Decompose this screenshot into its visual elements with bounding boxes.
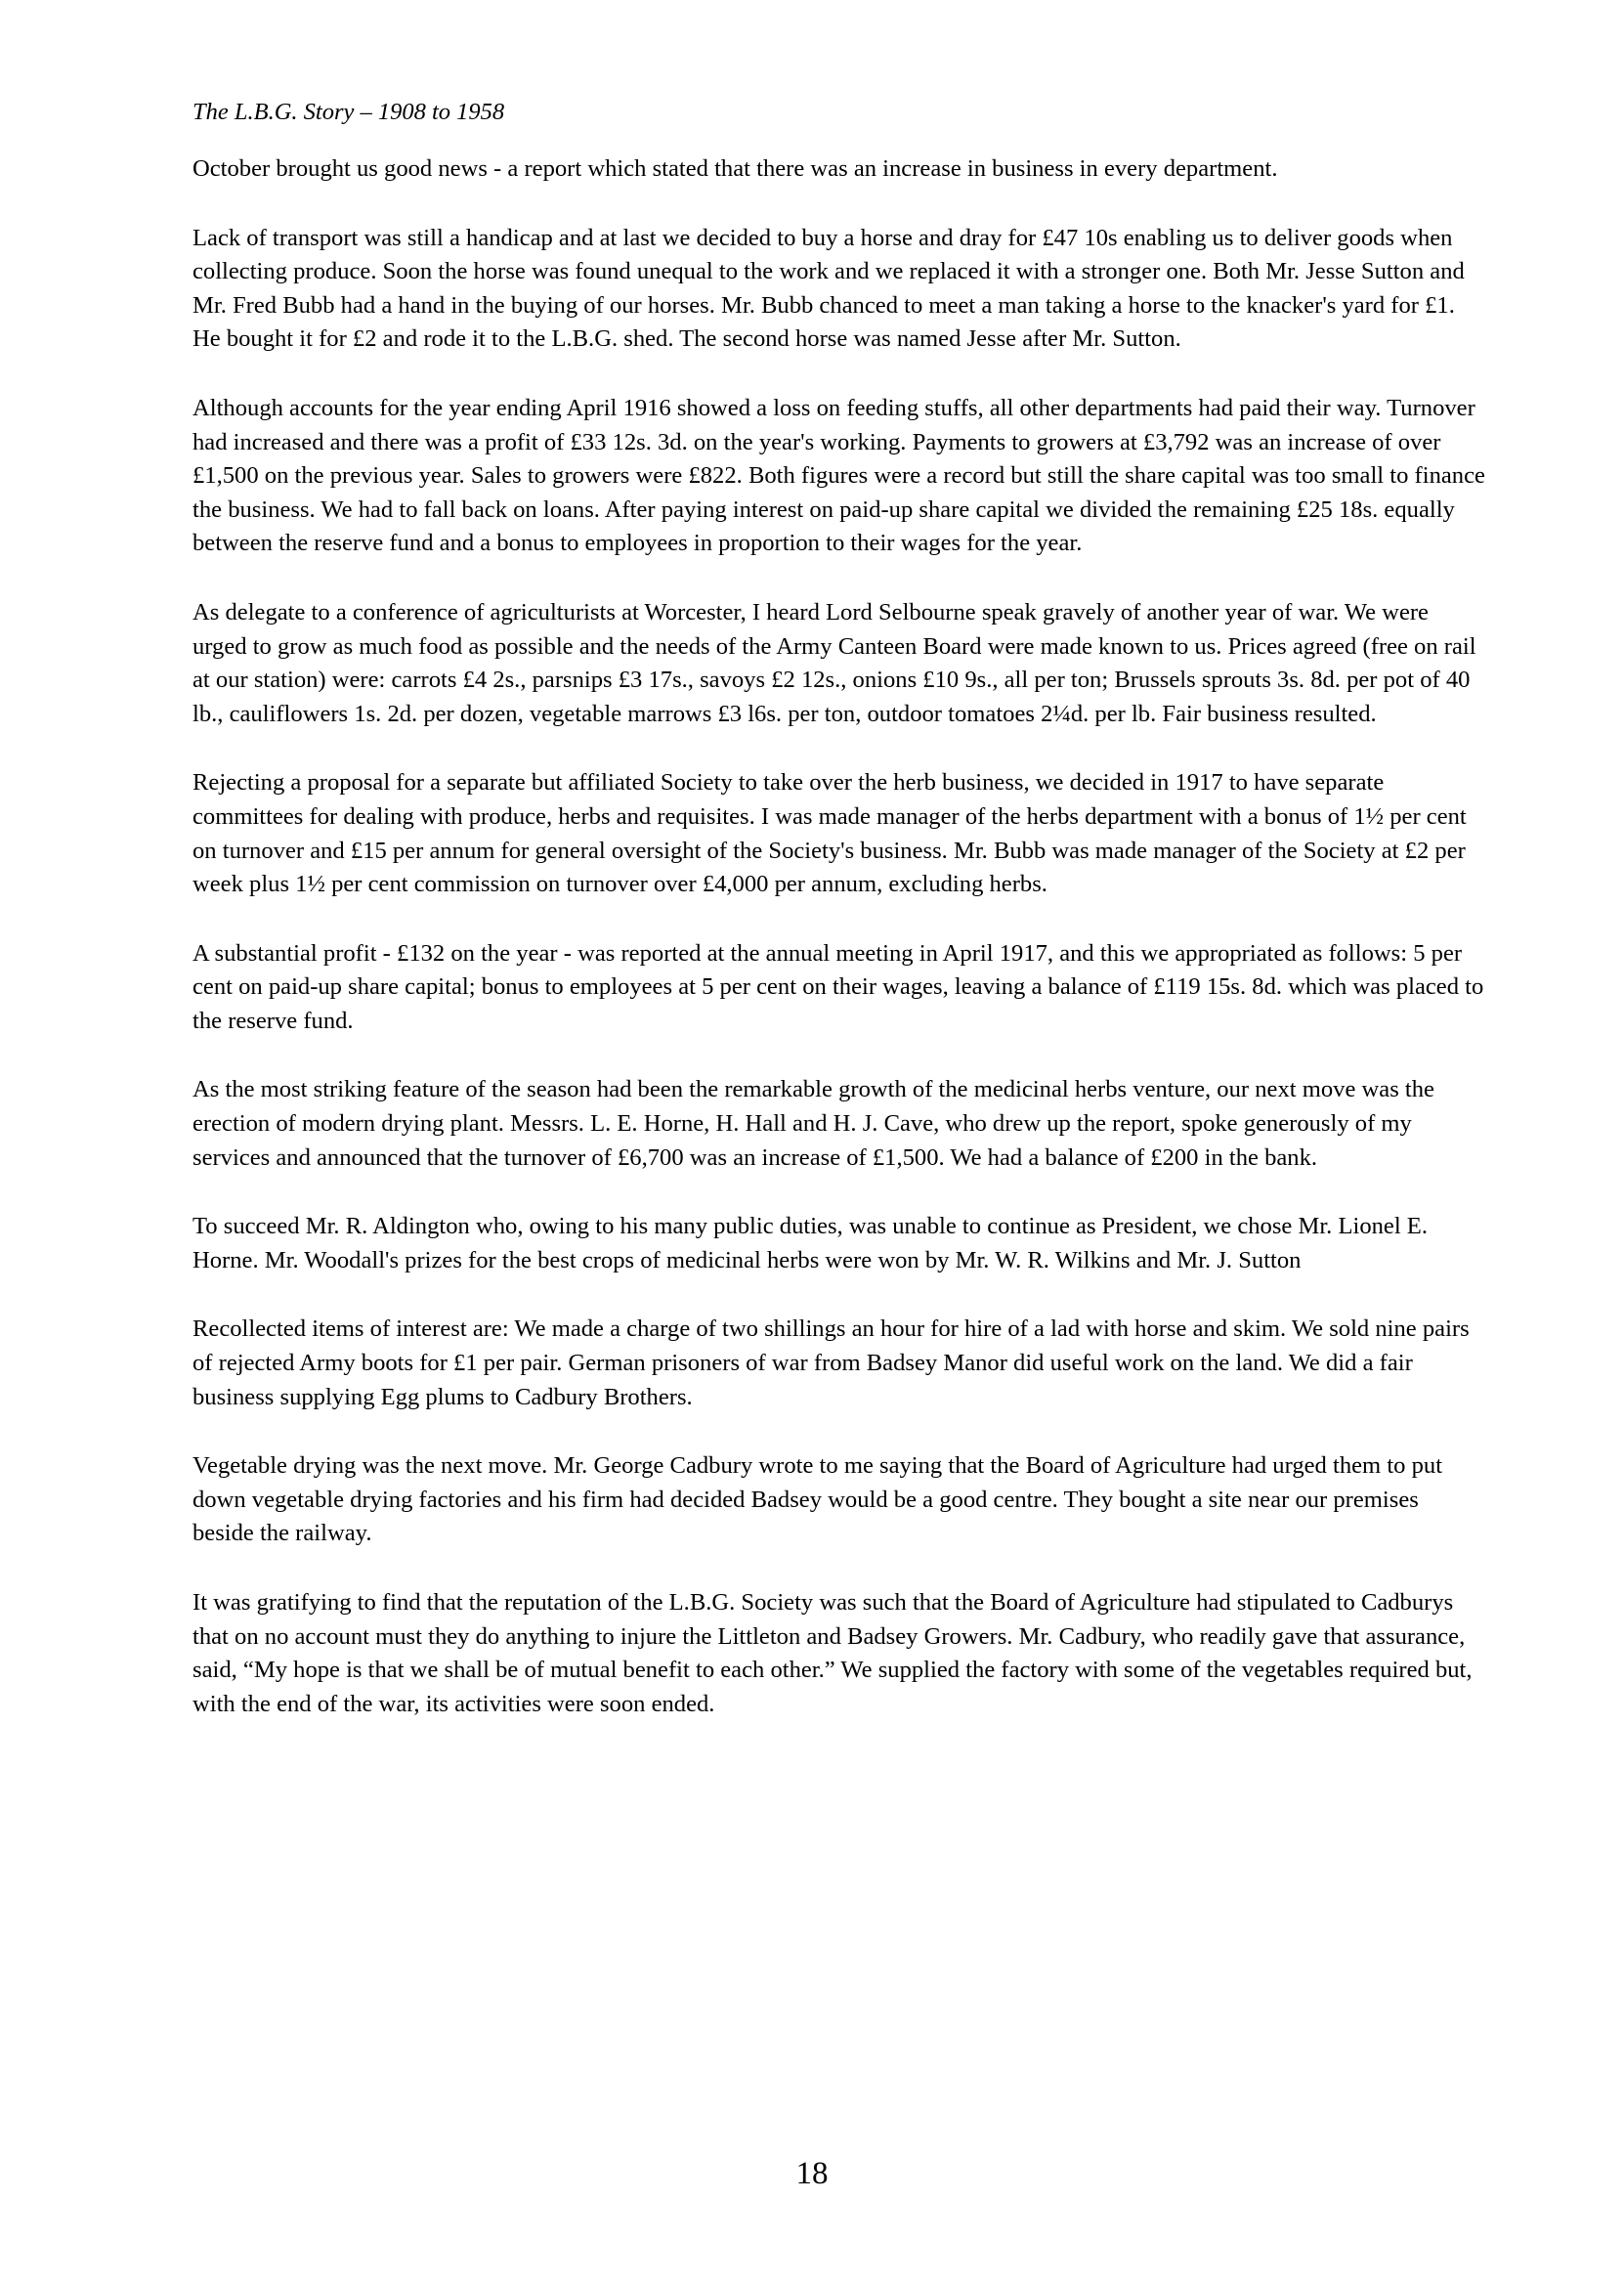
page-number: 18 bbox=[795, 2156, 829, 2191]
paragraph: A substantial profit - £132 on the year - was reported at the annual meeting in April 1917, and this we appropriated as follows: 5 per cent on paid-up share capital; bonus to employees at 5 per cent on their wages, leaving a balance of £119 15s. 8d. which was placed to the reserve fund. bbox=[192, 939, 1484, 1034]
paragraph: It was gratifying to find that the reputation of the L.B.G. Society was such that the Board of Agriculture had stipulated to Cadburys that on no account must they do anything to injure the Littleton and Badsey Growers. Mr. Cadbury, who readily gave that assurance, said, “My hope is that we shall be of mutual benefit to each other.” We supplied the factory with some of the vegetables required but, with the end of the war, its activities were soon ended. bbox=[192, 1589, 1473, 1717]
running-header: The L.B.G. Story – 1908 to 1958 bbox=[192, 99, 505, 125]
paragraph: Rejecting a proposal for a separate but affiliated Society to take over the herb business, we decided in 1917 to have separate committees for dealing with produce, herbs and requisites. I was made manager of the herbs department with a bonus of 1½ per cent on turnover and £15 per annum for general oversight of the Society's business. Mr. Bubb was made manager of the Society at £2 per week plus 1½ per cent commission on turnover over £4,000 per annum, excluding herbs. bbox=[192, 769, 1467, 898]
paragraph: To succeed Mr. R. Aldington who, owing to his many public duties, was unable to continue as President, we chose Mr. Lionel E. Horne. Mr. Woodall's prizes for the best crops of medicinal herbs were won by Mr. W. R. Wilkins and Mr. J. Sutton bbox=[192, 1213, 1428, 1273]
paragraph: Lack of transport was still a handicap and at last we decided to buy a horse and dray for £47 10s enabling us to deliver goods when collecting produce. Soon the horse was found unequal to the work and we replaced it with a stronger one. Both Mr. Jesse Sutton and Mr. Fred Bubb had a hand in the buying of our horses. Mr. Bubb chanced to meet a man taking a horse to the knacker's yard for £1. He bought it for £2 and rode it to the L.B.G. shed. The second horse was named Jesse after Mr. Sutton. bbox=[192, 224, 1465, 353]
paragraph: As delegate to a conference of agriculturists at Worcester, I heard Lord Selbourne speak gravely of another year of war. We were urged to grow as much food as possible and the needs of the Army Canteen Board were made known to us. Prices agreed (free on rail at our station) were: carrots £4 2s., parsnips £3 17s., savoys £2 12s., onions £10 9s., all per ton; Brussels sprouts 3s. 8d. per pot of 40 lb., cauliflowers 1s. 2d. per dozen, vegetable marrows £3 l6s. per ton, outdoor tomatoes 2¼d. per lb. Fair business resulted. bbox=[192, 598, 1476, 727]
paragraph: As the most striking feature of the season had been the remarkable growth of the medicinal herbs venture, our next move was the erection of modern drying plant. Messrs. L. E. Horne, H. Hall and H. J. Cave, who drew up the report, spoke generously of my services and announced that the turnover of £6,700 was an increase of £1,500. We had a balance of £200 in the bank. bbox=[192, 1076, 1434, 1171]
paragraph: Although accounts for the year ending April 1916 showed a loss on feeding stuffs, all other departments had paid their way. Turnover had increased and there was a profit of £33 12s. 3d. on the year's working. Payments to growers at £3,792 was an increase of over £1,500 on the previous year. Sales to growers were £822. Both figures were a record but still the share capital was too small to finance the business. We had to fall back on loans. After paying interest on paid-up share capital we divided the remaining £25 18s. equally between the reserve fund and a bonus to employees in proportion to their wages for the year. bbox=[192, 394, 1485, 557]
paragraph: October brought us good news - a report which stated that there was an increase in business in every department. bbox=[192, 155, 1278, 182]
paragraph: Vegetable drying was the next move. Mr. George Cadbury wrote to me saying that the Board of Agriculture had urged them to put down vegetable drying factories and his firm had decided Badsey would be a good centre. They bought a site near our premises beside the railway. bbox=[192, 1452, 1443, 1547]
body-text bbox=[192, 152, 1485, 1756]
paragraph: Recollected items of interest are: We made a charge of two shillings an hour for hire of a lad with horse and skim. We sold nine pairs of rejected Army boots for £1 per pair. German prisoners of war from Badsey Manor did useful work on the land. We did a fair business supplying Egg plums to Cadbury Brothers. bbox=[192, 1316, 1470, 1410]
